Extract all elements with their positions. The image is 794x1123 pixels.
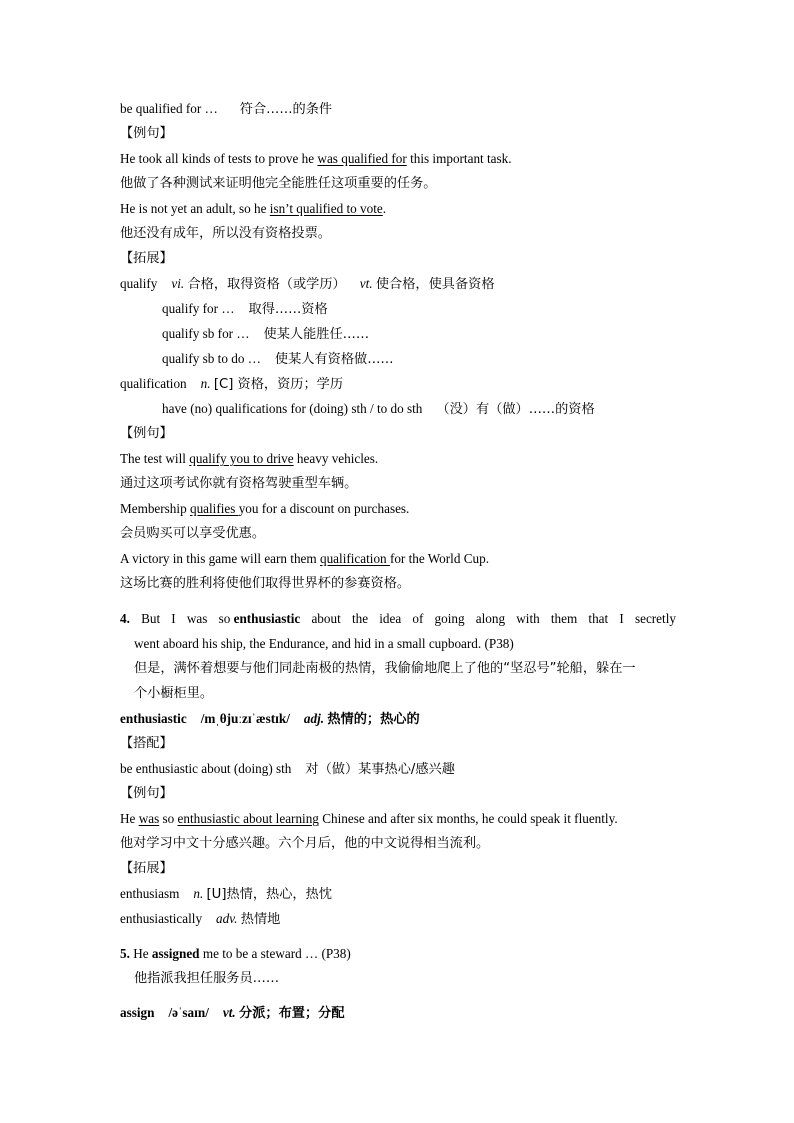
word: was [186,611,208,626]
text: Chinese and after six months, he could speak it fluently. [318,811,618,826]
meaning: 合格，取得资格（或学历） [187,277,346,292]
text: heavy vehicles. [293,451,379,466]
underlined-phrase: qualifies [189,501,239,516]
text: The test will [120,451,190,466]
phrase-zh: （没）有（做）……的资格 [436,402,595,417]
example-sentence-zh: 他对学习中文十分感兴趣。六个月后，他的中文说得相当流利。 [120,836,490,851]
part-of-speech: n. [200,376,211,391]
item-number: 5. [120,946,130,961]
phrase-en: be enthusiastic about (doing) sth [120,761,292,776]
underlined-word: was [138,811,160,826]
entry-enthusiastic [120,710,420,729]
phrase [162,400,595,419]
text: He took all kinds of tests to prove he [120,151,318,166]
phonetic: /mˌθjuːzɪˈæstɪk/ [200,711,290,726]
example-sentence-en [120,550,489,568]
phrase-en: have (no) qualifications for (doing) sth / to do sth [162,401,423,416]
part-of-speech: adv. [216,911,238,926]
underlined-phrase: enthusiastic about learning [177,811,319,826]
meaning: [C] 资格，资历；学历 [213,377,344,392]
phrase [162,325,369,344]
example-sentence-zh: 他做了各种测试来证明他完全能胜任这项重要的任务。 [120,176,437,191]
word: that [588,611,609,626]
word: secretly [634,611,676,626]
word: with [516,611,540,626]
keyword: enthusiastic [233,611,301,626]
text: A victory in this game will earn them [120,551,320,566]
word: of [412,611,424,626]
entry-qualification [120,375,343,394]
item-4-sentence-cont: went aboard his ship, the Endurance, and hid in a small cupboard. (P38) [134,636,514,651]
example-sentence-zh: 通过这项考试你就有资格驾驶重型车辆。 [120,476,358,491]
text: me to be a steward … (P38) [199,946,351,961]
text: Membership [120,501,190,516]
text: so [159,811,178,826]
headword: enthusiastically [120,911,203,926]
headword: enthusiasm [120,886,180,901]
text: He is not yet an adult, so he [120,201,270,216]
example-sentence-zh: 这场比赛的胜利将使他们取得世界杯的参赛资格。 [120,576,411,591]
item-4-translation: 但是，满怀着想要与他们同赴南极的热情，我偷偷地爬上了他的“坚忍号”轮船，躲在一 [134,661,636,676]
entry-enthusiastically [120,910,280,929]
text: you for a discount on purchases. [238,501,410,516]
example-sentence-en [120,450,378,468]
phrase-zh: 使某人有资格做…… [274,352,394,367]
entry-enthusiasm [120,885,332,904]
phrase-zh: 符合……的条件 [239,102,333,117]
word: But [141,611,161,626]
word: I [171,611,176,626]
meaning: 热情地 [240,912,281,927]
item-5-sentence [120,945,351,963]
section-label-examples: 【例句】 [120,126,173,141]
word: so [218,611,231,626]
meaning: 使合格，使具备资格 [375,277,495,292]
underlined-phrase: isn’t qualified to vote [269,201,383,216]
example-sentence-en [120,500,409,518]
text: this important task. [406,151,512,166]
headword: assign [120,1005,155,1020]
part-of-speech: vt. [222,1005,236,1020]
word: them [550,611,578,626]
phonetic: /əˈsaɪn/ [168,1005,209,1020]
phrase-zh: 取得……资格 [248,302,328,317]
phrase-en: qualify sb to do … [162,351,261,366]
phrase-en: qualify sb for … [162,326,250,341]
word: the [351,611,369,626]
example-sentence-zh: 会员购买可以享受优惠。 [120,526,266,541]
entry-assign [120,1004,345,1023]
meaning: [U]热情，热心，热忱 [206,887,332,902]
underlined-phrase: was qualified for [317,151,407,166]
phrase [120,760,455,779]
headword: qualify [120,276,158,291]
phrase-en: be qualified for … [120,101,218,116]
example-sentence-en [120,150,512,168]
keyword: assigned [151,946,200,961]
text: He [120,811,139,826]
phrase [162,350,394,369]
section-label-collocation: 【搭配】 [120,736,173,751]
word-group [219,610,301,628]
section-label-examples: 【例句】 [120,426,173,441]
example-sentence-en [120,810,618,828]
example-sentence-en [120,200,386,218]
text: for the World Cup. [389,551,489,566]
section-label-examples: 【例句】 [120,786,173,801]
entry-qualify [120,275,495,294]
item-number: 4. [120,611,130,626]
part-of-speech: vi. [171,276,185,291]
section-label-extension: 【拓展】 [120,861,173,876]
phrase-zh: 使某人能胜任…… [263,327,370,342]
text: He [129,946,152,961]
part-of-speech: n. [193,886,204,901]
word: along [475,611,506,626]
word: going [434,611,465,626]
section-label-extension: 【拓展】 [120,251,173,266]
word: idea [379,611,402,626]
phrase-en: qualify for … [162,301,235,316]
word: I [619,611,624,626]
word: about [311,611,341,626]
part-of-speech: adj. [303,711,325,726]
item-4-sentence [120,610,676,628]
underlined-phrase: qualify you to drive [189,451,294,466]
meaning: 分派；布置；分配 [239,1006,345,1021]
text: . [382,201,387,216]
headword: qualification [120,376,187,391]
part-of-speech: vt. [359,276,373,291]
underlined-phrase: qualification [319,551,390,566]
item-5-translation: 他指派我担任服务员…… [134,971,280,986]
phrase [162,300,328,319]
meaning: 热情的；热心的 [327,712,420,727]
phrase-qualified-for [120,100,332,119]
phrase-zh: 对（做）某事热心/感兴趣 [305,762,455,777]
headword: enthusiastic [120,711,187,726]
item-4-translation-cont: 个小橱柜里。 [134,686,214,701]
example-sentence-zh: 他还没有成年，所以没有资格投票。 [120,226,331,241]
